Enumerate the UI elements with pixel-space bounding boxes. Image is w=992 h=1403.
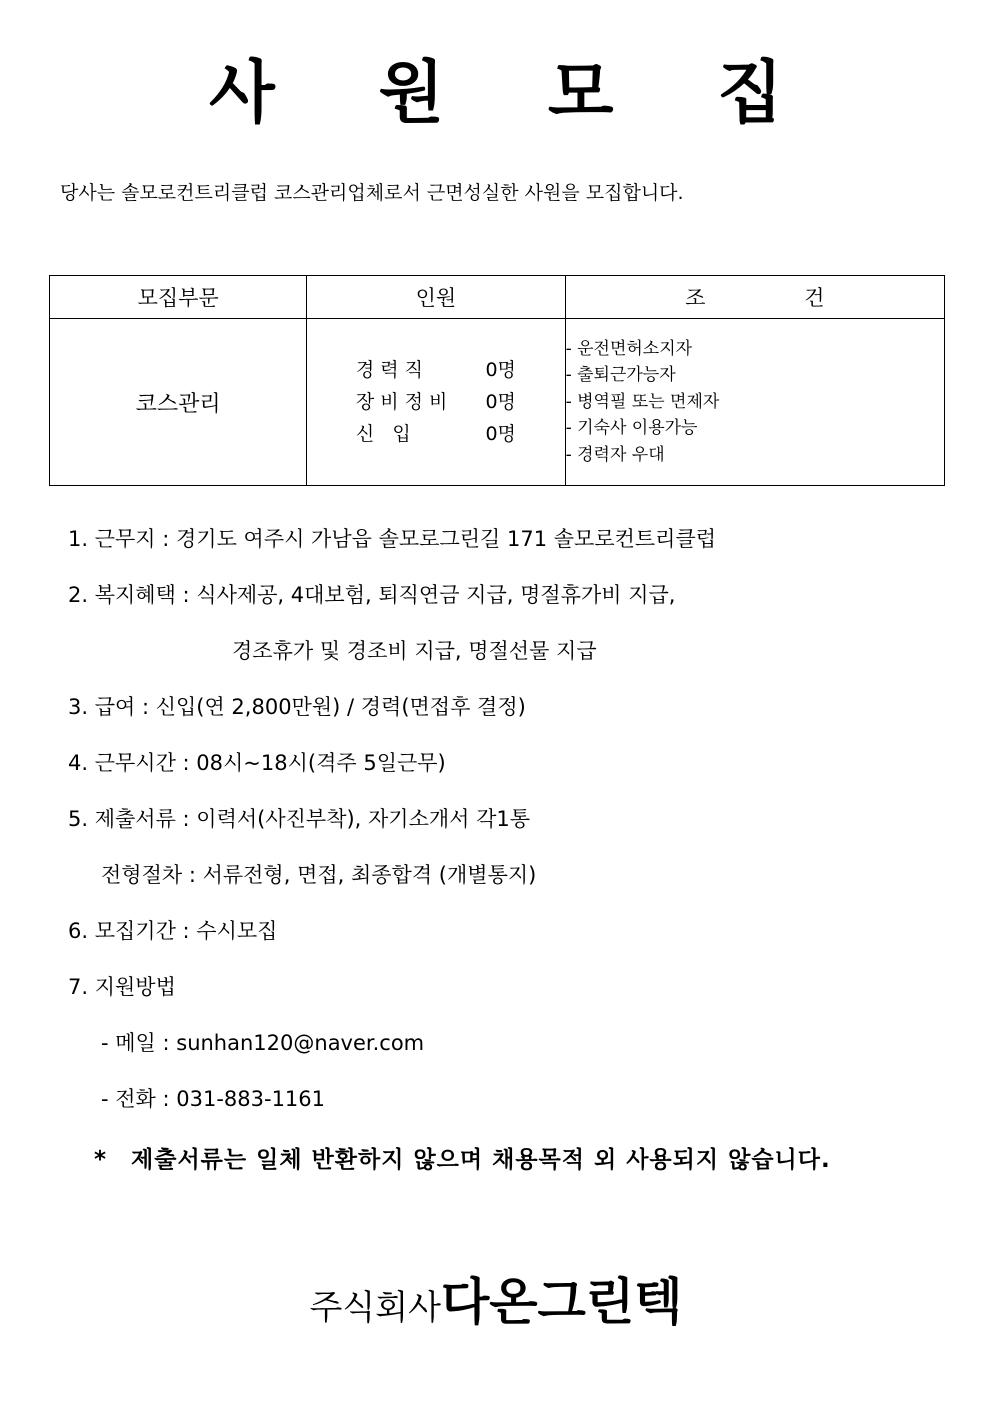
detail-apply: 7. 지원방법 [68, 975, 176, 999]
table-header-row [50, 276, 945, 319]
people-count: 0명 [485, 359, 516, 381]
notice-text: 제출서류는 일체 반환하지 않으며 채용목적 외 사용되지 않습니다. [131, 1147, 831, 1173]
header-conditions [565, 276, 944, 319]
notice [94, 1142, 831, 1178]
details-section [68, 520, 716, 1136]
people-count: 0명 [485, 423, 516, 445]
people-role: 장비정비 [355, 391, 454, 413]
detail-benefits-continued: 경조휴가 및 경조비 지급, 명절선물 지급 [232, 639, 597, 663]
header-people: 인원 [307, 276, 565, 319]
intro-text: 당사는 솔모로컨트리클럽 코스관리업체로서 근면성실한 사원을 모집합니다. [60, 182, 684, 204]
people-cell [307, 319, 565, 486]
company-prefix: 주식회사 [309, 1288, 441, 1328]
company-name: 다온그린텍 [440, 1273, 683, 1331]
detail-email: - 메일 : sunhan120@naver.com [101, 1031, 425, 1055]
detail-benefits: 2. 복지혜택 : 식사제공, 4대보험, 퇴직연금 지급, 명절휴가비 지급, [68, 583, 676, 607]
detail-phone: - 전화 : 031-883-1161 [101, 1087, 326, 1111]
company-signature [0, 1262, 992, 1334]
recruitment-table [49, 275, 945, 486]
dept-cell: 코스관리 [50, 319, 307, 486]
detail-workplace: 1. 근무지 : 경기도 여주시 가남읍 솔모로그린길 171 솔모로컨트리클럽 [68, 527, 717, 551]
detail-period: 6. 모집기간 : 수시모집 [68, 919, 278, 943]
people-row [356, 354, 516, 386]
detail-salary: 3. 급여 : 신입(연 2,800만원) / 경력(면접후 결정) [68, 695, 526, 719]
header-conditions-label: 조 건 [685, 286, 871, 310]
people-row [356, 386, 516, 418]
list-item: - 경력자 우대 [565, 444, 665, 465]
detail-process: 전형절차 : 서류전형, 면접, 최종합격 (개별통지) [101, 863, 537, 887]
list-item: - 운전면허소지자 [565, 338, 693, 359]
list-item: - 출퇴근가능자 [565, 365, 676, 386]
notice-star: * [94, 1147, 108, 1173]
people-row [356, 418, 516, 450]
list-item: - 기숙사 이용가능 [565, 418, 698, 439]
people-list [356, 354, 516, 450]
detail-documents: 5. 제출서류 : 이력서(사진부착), 자기소개서 각1통 [68, 807, 531, 831]
conditions-cell [565, 319, 944, 486]
people-role: 신 입 [355, 423, 417, 445]
people-role: 경력직 [355, 359, 429, 381]
table-row [50, 319, 945, 486]
people-count: 0명 [485, 391, 516, 413]
list-item: - 병역필 또는 면제자 [565, 391, 720, 412]
detail-hours: 4. 근무시간 : 08시~18시(격주 5일근무) [68, 751, 446, 775]
conditions-list [566, 336, 944, 469]
page-title: 사 원 모 집 [209, 54, 823, 133]
header-dept: 모집부문 [50, 276, 307, 319]
